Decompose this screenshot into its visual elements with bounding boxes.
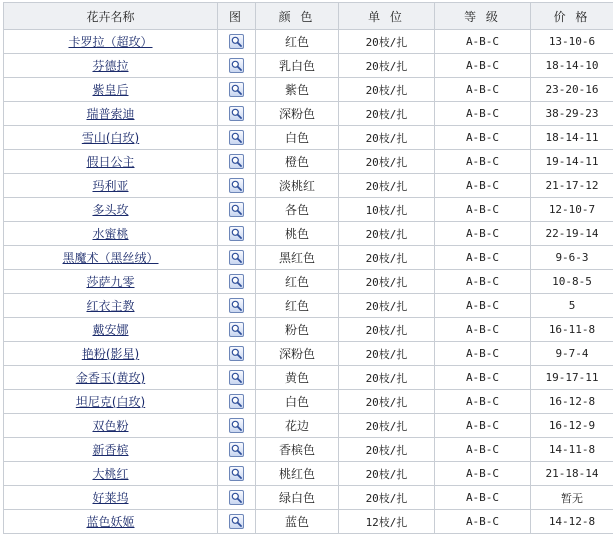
- magnifier-icon[interactable]: [229, 418, 244, 433]
- table-row: [4, 102, 613, 126]
- table-row: [4, 318, 613, 342]
- table-row: [4, 246, 613, 270]
- flower-name-link[interactable]: 坦尼克(白玫): [75, 395, 146, 409]
- unit-cell: 20枝/扎: [339, 30, 435, 54]
- grade-cell: A-B-C: [435, 414, 531, 438]
- image-cell: [218, 126, 256, 150]
- grade-cell: A-B-C: [435, 366, 531, 390]
- magnifier-icon[interactable]: [229, 442, 244, 457]
- unit-cell: 20枝/扎: [339, 318, 435, 342]
- color-cell: 红色: [256, 270, 339, 294]
- image-cell: [218, 198, 256, 222]
- color-cell: 桃红色: [256, 462, 339, 486]
- unit-cell: 20枝/扎: [339, 246, 435, 270]
- price-cell: 38-29-23: [531, 102, 613, 126]
- name-cell: [4, 270, 218, 294]
- image-cell: [218, 246, 256, 270]
- color-cell: 深粉色: [256, 342, 339, 366]
- price-cell: 18-14-11: [531, 126, 613, 150]
- magnifier-icon[interactable]: [229, 274, 244, 289]
- name-cell: [4, 342, 218, 366]
- price-cell: 16-11-8: [531, 318, 613, 342]
- flower-name-link[interactable]: 好莱坞: [92, 491, 129, 505]
- table-row: [4, 438, 613, 462]
- name-cell: [4, 414, 218, 438]
- flower-name-link[interactable]: 玛利亚: [92, 179, 129, 193]
- flower-name-link[interactable]: 双色粉: [92, 419, 129, 433]
- magnifier-icon[interactable]: [229, 34, 244, 49]
- image-cell: [218, 54, 256, 78]
- name-cell: [4, 54, 218, 78]
- name-cell: [4, 102, 218, 126]
- name-cell: [4, 222, 218, 246]
- flower-name-link[interactable]: 戴安娜: [92, 323, 129, 337]
- grade-cell: A-B-C: [435, 222, 531, 246]
- flower-name-link[interactable]: 黑魔术（黑丝绒）: [62, 251, 159, 265]
- magnifier-icon[interactable]: [229, 202, 244, 217]
- flower-name-link[interactable]: 卡罗拉（超玫）: [68, 35, 153, 49]
- color-cell: 橙色: [256, 150, 339, 174]
- color-cell: 红色: [256, 294, 339, 318]
- image-cell: [218, 174, 256, 198]
- magnifier-icon[interactable]: [229, 466, 244, 481]
- table-row: [4, 414, 613, 438]
- price-cell: 14-12-8: [531, 510, 613, 534]
- table-row: [4, 78, 613, 102]
- grade-cell: A-B-C: [435, 102, 531, 126]
- table-row: [4, 126, 613, 150]
- table-row: [4, 174, 613, 198]
- color-cell: 蓝色: [256, 510, 339, 534]
- price-cell: 14-11-8: [531, 438, 613, 462]
- color-cell: 各色: [256, 198, 339, 222]
- table-row: [4, 270, 613, 294]
- color-cell: 紫色: [256, 78, 339, 102]
- image-cell: [218, 462, 256, 486]
- name-cell: [4, 126, 218, 150]
- grade-cell: A-B-C: [435, 318, 531, 342]
- header-grade: 等 级: [435, 3, 531, 30]
- table-row: [4, 366, 613, 390]
- grade-cell: A-B-C: [435, 78, 531, 102]
- price-cell: 12-10-7: [531, 198, 613, 222]
- color-cell: 淡桃红: [256, 174, 339, 198]
- grade-cell: A-B-C: [435, 126, 531, 150]
- magnifier-icon[interactable]: [229, 178, 244, 193]
- header-color: 颜 色: [256, 3, 339, 30]
- price-cell: 10-8-5: [531, 270, 613, 294]
- flower-name-link[interactable]: 瑞普索迪: [86, 107, 135, 121]
- name-cell: [4, 462, 218, 486]
- grade-cell: A-B-C: [435, 294, 531, 318]
- name-cell: [4, 438, 218, 462]
- table-row: [4, 150, 613, 174]
- price-cell: 18-14-10: [531, 54, 613, 78]
- grade-cell: A-B-C: [435, 390, 531, 414]
- color-cell: 白色: [256, 126, 339, 150]
- name-cell: [4, 150, 218, 174]
- image-cell: [218, 30, 256, 54]
- flower-name-link[interactable]: 艳粉(影星): [81, 347, 140, 361]
- unit-cell: 20枝/扎: [339, 294, 435, 318]
- color-cell: 绿白色: [256, 486, 339, 510]
- grade-cell: A-B-C: [435, 174, 531, 198]
- grade-cell: A-B-C: [435, 246, 531, 270]
- color-cell: 香槟色: [256, 438, 339, 462]
- unit-cell: 20枝/扎: [339, 414, 435, 438]
- magnifier-icon[interactable]: [229, 490, 244, 505]
- price-cell: 21-18-14: [531, 462, 613, 486]
- price-cell: 22-19-14: [531, 222, 613, 246]
- price-cell: 21-17-12: [531, 174, 613, 198]
- image-cell: [218, 414, 256, 438]
- price-cell: 23-20-16: [531, 78, 613, 102]
- unit-cell: 20枝/扎: [339, 342, 435, 366]
- magnifier-icon[interactable]: [229, 154, 244, 169]
- flower-name-link[interactable]: 红衣主教: [86, 299, 135, 313]
- unit-cell: 20枝/扎: [339, 438, 435, 462]
- image-cell: [218, 438, 256, 462]
- unit-cell: 20枝/扎: [339, 366, 435, 390]
- image-cell: [218, 270, 256, 294]
- color-cell: 红色: [256, 30, 339, 54]
- table-row: [4, 198, 613, 222]
- flower-name-link[interactable]: 多头玫: [92, 203, 129, 217]
- grade-cell: A-B-C: [435, 510, 531, 534]
- name-cell: [4, 366, 218, 390]
- flower-name-link[interactable]: 新香槟: [92, 443, 129, 457]
- name-cell: [4, 198, 218, 222]
- magnifier-icon[interactable]: [229, 298, 244, 313]
- unit-cell: 20枝/扎: [339, 486, 435, 510]
- grade-cell: A-B-C: [435, 54, 531, 78]
- flower-name-link[interactable]: 蓝色妖姬: [86, 515, 135, 529]
- price-cell: 16-12-9: [531, 414, 613, 438]
- unit-cell: 20枝/扎: [339, 54, 435, 78]
- table-row: [4, 342, 613, 366]
- magnifier-icon[interactable]: [229, 250, 244, 265]
- grade-cell: A-B-C: [435, 198, 531, 222]
- name-cell: [4, 174, 218, 198]
- magnifier-icon[interactable]: [229, 106, 244, 121]
- grade-cell: A-B-C: [435, 486, 531, 510]
- grade-cell: A-B-C: [435, 150, 531, 174]
- image-cell: [218, 150, 256, 174]
- name-cell: [4, 246, 218, 270]
- price-cell: 5: [531, 294, 613, 318]
- name-cell: [4, 294, 218, 318]
- unit-cell: 20枝/扎: [339, 390, 435, 414]
- unit-cell: 12枝/扎: [339, 510, 435, 534]
- magnifier-icon[interactable]: [229, 130, 244, 145]
- flower-name-link[interactable]: 莎萨九零: [86, 275, 135, 289]
- flower-price-table: [3, 2, 613, 534]
- table-row: [4, 486, 613, 510]
- table-row: [4, 54, 613, 78]
- name-cell: [4, 318, 218, 342]
- table-row: [4, 30, 613, 54]
- name-cell: [4, 486, 218, 510]
- image-cell: [218, 318, 256, 342]
- grade-cell: A-B-C: [435, 30, 531, 54]
- grade-cell: A-B-C: [435, 462, 531, 486]
- unit-cell: 20枝/扎: [339, 78, 435, 102]
- color-cell: 白色: [256, 390, 339, 414]
- magnifier-icon[interactable]: [229, 394, 244, 409]
- color-cell: 桃色: [256, 222, 339, 246]
- image-cell: [218, 102, 256, 126]
- magnifier-icon[interactable]: [229, 58, 244, 73]
- color-cell: 乳白色: [256, 54, 339, 78]
- header-price: 价 格: [531, 3, 613, 30]
- flower-name-link[interactable]: 雪山(白玫): [81, 131, 140, 145]
- unit-cell: 20枝/扎: [339, 126, 435, 150]
- unit-cell: 20枝/扎: [339, 174, 435, 198]
- price-cell: 19-17-11: [531, 366, 613, 390]
- header-image: 图: [218, 3, 256, 30]
- table-row: [4, 294, 613, 318]
- flower-name-link[interactable]: 金香玉(黄玫): [75, 371, 146, 385]
- name-cell: [4, 30, 218, 54]
- flower-name-link[interactable]: 芬德拉: [92, 59, 129, 73]
- grade-cell: A-B-C: [435, 438, 531, 462]
- flower-name-link[interactable]: 紫皇后: [92, 83, 129, 97]
- unit-cell: 10枝/扎: [339, 198, 435, 222]
- unit-cell: 20枝/扎: [339, 150, 435, 174]
- image-cell: [218, 486, 256, 510]
- price-cell: 9-6-3: [531, 246, 613, 270]
- unit-cell: 20枝/扎: [339, 462, 435, 486]
- color-cell: 粉色: [256, 318, 339, 342]
- image-cell: [218, 294, 256, 318]
- image-cell: [218, 78, 256, 102]
- image-cell: [218, 390, 256, 414]
- unit-cell: 20枝/扎: [339, 102, 435, 126]
- unit-cell: 20枝/扎: [339, 222, 435, 246]
- header-unit: 单 位: [339, 3, 435, 30]
- name-cell: [4, 510, 218, 534]
- image-cell: [218, 342, 256, 366]
- table-row: [4, 462, 613, 486]
- magnifier-icon[interactable]: [229, 346, 244, 361]
- price-cell: 16-12-8: [531, 390, 613, 414]
- magnifier-icon[interactable]: [229, 514, 244, 529]
- header-name: 花卉名称: [4, 3, 218, 30]
- table-row: [4, 222, 613, 246]
- price-cell: 9-7-4: [531, 342, 613, 366]
- flower-name-link[interactable]: 假日公主: [86, 155, 135, 169]
- flower-name-link[interactable]: 水蜜桃: [92, 227, 129, 241]
- color-cell: 深粉色: [256, 102, 339, 126]
- unit-cell: 20枝/扎: [339, 270, 435, 294]
- name-cell: [4, 390, 218, 414]
- color-cell: 花边: [256, 414, 339, 438]
- grade-cell: A-B-C: [435, 342, 531, 366]
- image-cell: [218, 366, 256, 390]
- price-cell: 19-14-11: [531, 150, 613, 174]
- price-cell: 13-10-6: [531, 30, 613, 54]
- magnifier-icon[interactable]: [229, 226, 244, 241]
- flower-name-link[interactable]: 大桃红: [92, 467, 129, 481]
- table-row: [4, 510, 613, 534]
- magnifier-icon[interactable]: [229, 82, 244, 97]
- magnifier-icon[interactable]: [229, 322, 244, 337]
- grade-cell: A-B-C: [435, 270, 531, 294]
- magnifier-icon[interactable]: [229, 370, 244, 385]
- price-cell: 暂无: [531, 486, 613, 510]
- color-cell: 黑红色: [256, 246, 339, 270]
- header-row: [4, 3, 613, 30]
- image-cell: [218, 510, 256, 534]
- image-cell: [218, 222, 256, 246]
- name-cell: [4, 78, 218, 102]
- color-cell: 黄色: [256, 366, 339, 390]
- table-row: [4, 390, 613, 414]
